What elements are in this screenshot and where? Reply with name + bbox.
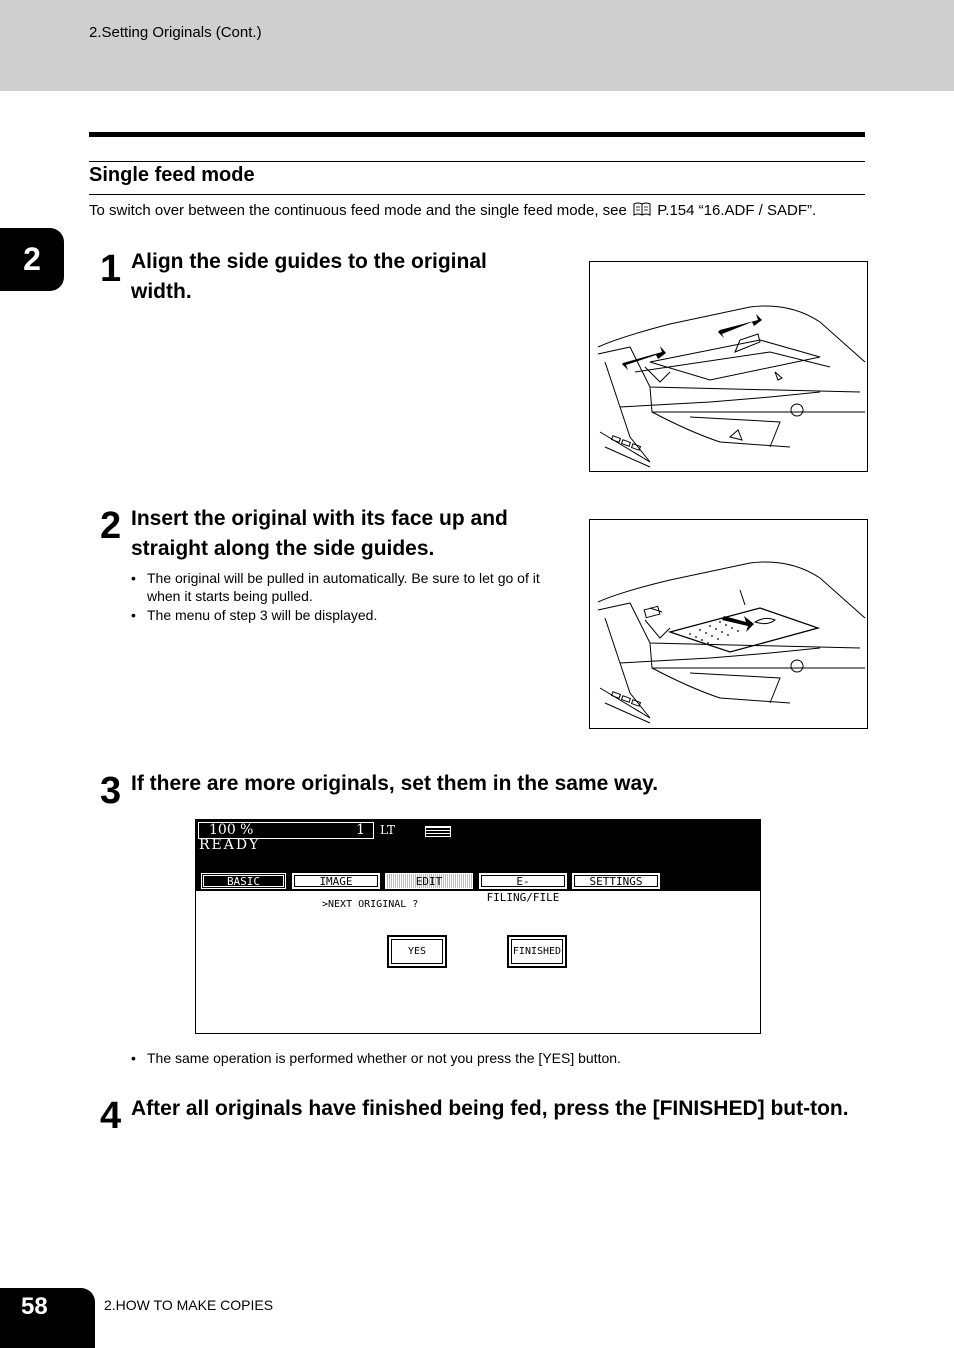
step-3-title: If there are more originals, set them in the same way. [131,772,659,795]
step-4-title: After all originals have finished being fed, press the [FINISHED] but-ton. [131,1097,849,1120]
title-rule-bottom [89,194,865,195]
tab-image[interactable]: IMAGE [292,873,380,889]
tab-e-filing[interactable]: E-FILING/FILE [479,873,567,889]
list-item: • The menu of step 3 will be displayed. [131,606,571,624]
book-icon [633,202,651,216]
yes-button[interactable]: YES [387,935,447,968]
finished-button[interactable]: FINISHED [507,935,567,968]
step-1-number: 1 [100,248,122,290]
step-2-notes [131,569,571,625]
touch-panel-screen [195,819,761,1034]
step-2-number: 2 [100,505,122,547]
step-2-title: Insert the original with its face up and straight along the side guides. [131,507,508,560]
copy-count: 1 [356,822,365,838]
page-number: 58 [21,1293,48,1320]
illustration-adjust-side-guides [589,261,868,472]
illustration-insert-original [589,519,868,729]
step-1-title: Align the side guides to the original width. [131,250,487,303]
footer-chapter-label: 2.HOW TO MAKE COPIES [104,1297,274,1313]
next-original-prompt: >NEXT ORIGINAL ? [322,899,419,910]
paper-size: LT [380,823,395,837]
step-4-number: 4 [100,1095,122,1137]
zoom-ratio: 100 % [209,822,254,838]
step-3-number: 3 [100,770,122,812]
paper-tray-icon [425,826,451,837]
section-divider [89,132,865,137]
intro-text-start: To switch over between the continuous feed mode and the single feed mode, see [89,202,627,219]
header-band [0,0,954,91]
tab-basic[interactable]: BASIC [201,873,286,889]
intro-text [89,200,849,221]
list-item: • The same operation is performed whether or not you press the [YES] button. [131,1049,831,1067]
section-title: Single feed mode [89,164,255,186]
breadcrumb: 2.Setting Originals (Cont.) [89,24,262,41]
list-item: • The original will be pulled in automatically. Be sure to let go of it when it starts being pulled. [131,569,571,605]
intro-text-reference: P.154 “16.ADF / SADF”. [657,202,817,219]
tab-edit[interactable]: EDIT [385,873,473,889]
chapter-tab: 2 [0,228,64,291]
title-rule-top [89,161,865,162]
step-3-notes [131,1049,831,1068]
machine-status: READY [199,837,261,853]
touch-panel-status-area [196,820,760,904]
tab-settings[interactable]: SETTINGS [572,873,660,889]
